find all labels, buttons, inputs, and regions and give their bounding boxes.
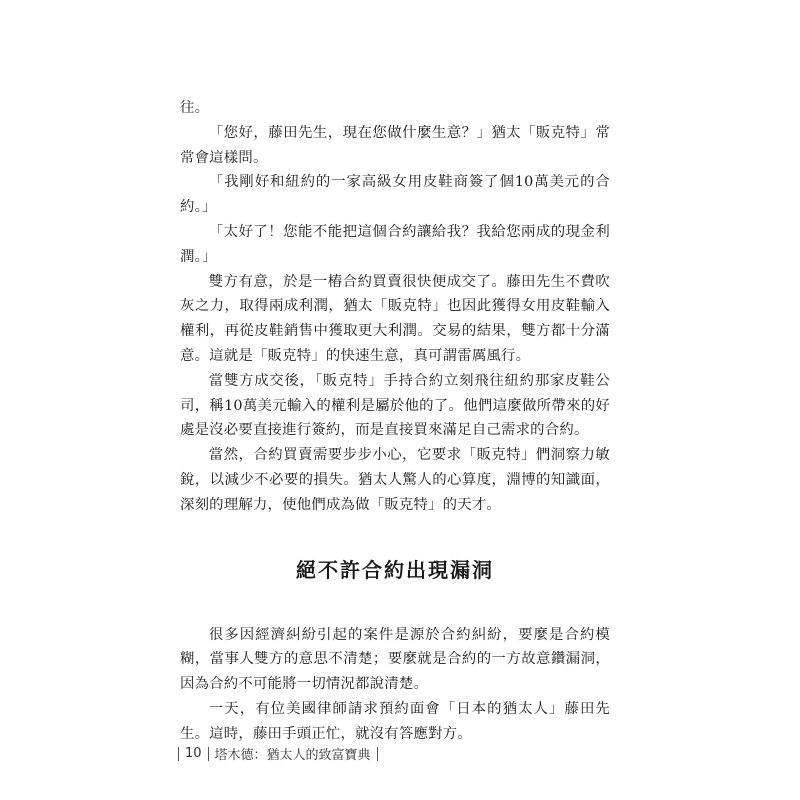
- paragraph: 一天，有位美國律師請求預約面會「日本的猶太人」藤田先生。這時，藤田手頭正忙，就沒有答應對方。: [180, 700, 610, 742]
- page-footer: [178, 744, 378, 763]
- paragraph: 當然，合約買賣需要步步小心，它要求「販克特」們洞察力敏銳，以減少不必要的損失。猶太人驚人的心算度，淵博的知識面，深刻的理解力，使他們成為做「販克特」的天才。: [180, 447, 610, 513]
- page-body: [180, 96, 610, 747]
- paragraph: 「您好，藤田先生，現在您做什麼生意？」猶太「販克特」常常會這樣問。: [180, 124, 610, 166]
- paragraph: 往。: [180, 100, 210, 116]
- paragraph: 當雙方成交後，「販克特」手持合約立刻飛往紐約那家皮鞋公司，稱10萬美元輸入的權利是屬於他的了。他們這麼做所帶來的好處是沒必要直接進行簽約，而是直接買來滿足自己需求的合約。: [180, 372, 610, 439]
- paragraph: 「太好了！您能不能把這個合約讓給我？我給您兩成的現金利潤。」: [180, 223, 610, 265]
- paragraph: 很多因經濟糾紛引起的案件是源於合約糾紛，要麼是合約模糊，當事人雙方的意思不清楚；要麼就是合約的一方故意鑽漏洞，因為合約不可能將一切情況都說清楚。: [180, 626, 610, 693]
- book-title: 塔木德：猶太人的致富寶典: [214, 748, 371, 763]
- paragraph: 「我剛好和紐約的一家高級女用皮鞋商簽了個10萬美元的合約。」: [180, 174, 610, 216]
- section-title: 絕不許合約出現漏洞: [296, 557, 494, 582]
- page-number: 10: [185, 746, 202, 761]
- footer-divider: [178, 747, 179, 761]
- footer-divider: [208, 747, 209, 761]
- footer-divider: [377, 747, 378, 761]
- paragraph: 雙方有意，於是一樁合約買賣很快便成交了。藤田先生不費吹灰之力，取得兩成利潤，猶太「販克特」也因此獲得女用皮鞋輸入權利，再從皮鞋銷售中獲取更大利潤。交易的結果，雙方都十分滿意。這就是「販克特」的快速生意，真可謂雷厲風行。: [180, 273, 610, 364]
